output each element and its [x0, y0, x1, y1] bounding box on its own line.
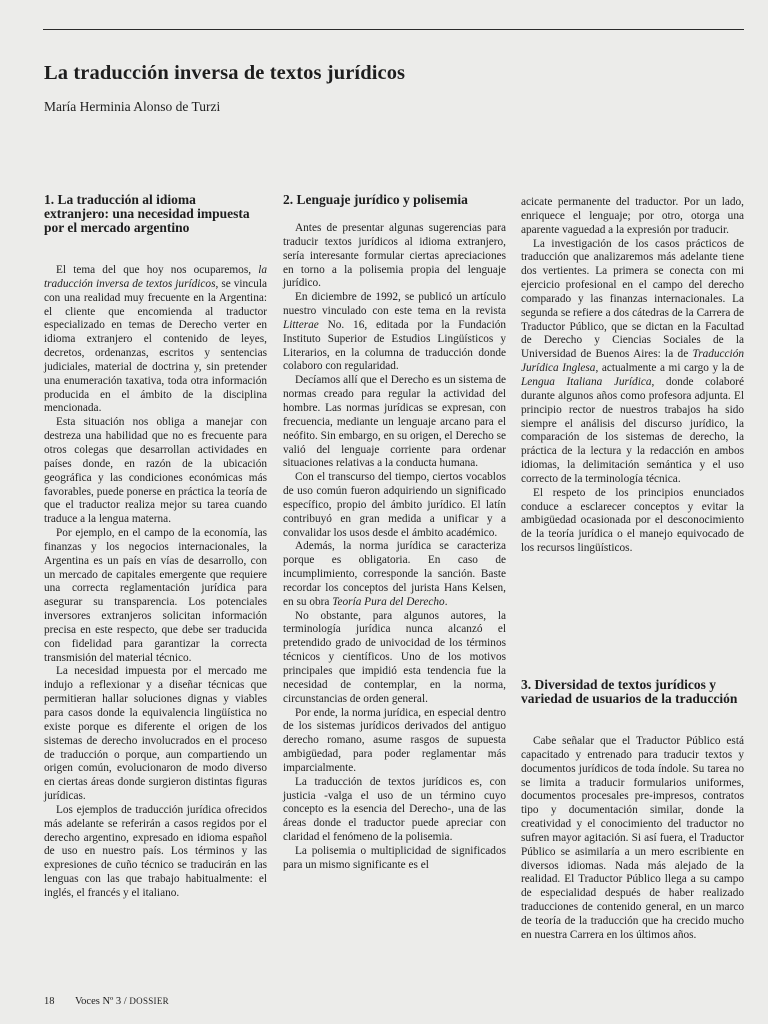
paragraph: Cabe señalar que el Traductor Público está capacitado y entrenado para traducir textos y documentos jurídicos de toda índole. Su tarea no se limita a traducir formularios uniformes, documentos procesales pre-impresos, contratos tipo y documentación similar, donde la creatividad y el conocimiento del traductor no sufren mayor agitación. Si así fuera, el Traductor Público se asimilaría a un mero escribiente en diversos idiomas. Nada más alejado de la realidad. El Traductor Público llega a su campo de especialidad después de haber realizado traducciones de contenido general, en un marco de teoría de la traducción que ha crecido mucho en nuestra Carrera en los últimos años. — [521, 735, 744, 941]
paragraph: La polisemia o multiplicidad de significados para un mismo significante es el — [283, 844, 506, 871]
article-title: La traducción inversa de textos jurídicos — [44, 62, 406, 84]
section-name: DOSSIER — [129, 996, 169, 1006]
paragraph: Por ejemplo, en el campo de la economía, las finanzas y los negocios internacionales, la Argentina es un país en vías de desarrollo, con un mercado de capitales emergente que requiere una correcta reglamentación jurídica para asegurar su transparencia. Los potenciales inversores extranjeros solicitan información precisa en este respecto, que debe ser traducida con fidelidad para garantizar la correcta transmisión del material técnico. — [44, 527, 267, 664]
paragraph: Además, la norma jurídica se caracteriza porque es obligatoria. En caso de incumplimiento, corresponde la sanción. Baste recordar los conceptos del jurista Hans Kelsen, en su obra Teoría Pura del Derecho. — [283, 540, 506, 608]
section-1-body — [44, 264, 267, 901]
page-number: 18 — [44, 996, 55, 1007]
paragraph: La traducción de textos jurídicos es, con justicia -valga el uso de un término cuyo concepto es la esencia del Derecho-, una de las áreas donde el traductor puede apreciar con claridad el fenómeno de la polisemia. — [283, 775, 506, 844]
journal-name: Voces Nº 3 / — [74, 996, 127, 1007]
paragraph: El respeto de los principios enunciados conduce a esclarecer conceptos y evitar la ambigüedad ocasionada por el desconocimiento de la teoría jurídica o el manejo equivocado de los recursos lingüísticos. — [521, 486, 744, 555]
paragraph: El tema del que hoy nos ocuparemos, la traducción inversa de textos jurídicos, se vincula con una realidad muy frecuente en la Argentina: el cliente que encomienda al traductor especializado en temas de Derecho verter en idioma extranjero el contenido de leyes, decretos, ordenanzas, escritos y sentencias judiciales, material de doctrina y, sin pretender una enumeración taxativa, toda otra información producida en el ámbito de la disciplina mencionada. — [44, 264, 267, 415]
paragraph: Por ende, la norma jurídica, en especial dentro de los sistemas jurídicos derivados del antiguo derecho romano, asume rasgos de supuesta ambigüedad, para poder reglamentar más imparcialmente. — [283, 706, 506, 774]
article-author: María Herminia Alonso de Turzi — [44, 99, 221, 114]
section-3-heading: 3. Diversidad de textos jurídicos y variedad de usuarios de la traducción — [521, 677, 738, 706]
section-2-heading: 2. Lenguaje jurídico y polisemia — [283, 192, 468, 207]
section-2-body — [283, 222, 506, 873]
paragraph: La investigación de los casos prácticos de traducción que analizaremos más adelante tiene dos vertientes. La primera se conecta con mi ejercicio profesional en el campo del derecho comparado y las finanzas internacionales. La segunda se refiere a dos cátedras de la Carrera de Traductor Público, que se dictan en la Facultad de Derecho y Ciencias Sociales de la Universidad de Buenos Aires: la de Traducción Jurídica Inglesa, actualmente a mi cargo y la de Lengua Italiana Jurídica, donde colaboré durante algunos años como profesora adjunta. El principio rector de nuestros trabajos ha sido siempre el análisis del discurso jurídico, la comparación de los sistemas de derecho, la práctica de la lectura y la redacción en ambos idiomas, la delimitación semántica y el uso correcto de la terminología técnica. — [521, 237, 745, 485]
paragraph: Con el transcurso del tiempo, ciertos vocablos de uso común fueron adquiriendo un significado específico, propio del ámbito jurídico. El latín contribuyó en gran medida a unificar y a convalidar los usos desde el ámbito académico. — [283, 471, 506, 539]
top-rule — [43, 29, 744, 30]
paragraph: Decíamos allí que el Derecho es un sistema de normas creado para regular la actividad del hombre. Las normas jurídicas se expresan, con frecuencia, mediante un lenguaje arcano para el neófito. Sin embargo, en su origen, el Derecho se valió del lenguaje corriente para ordenar situaciones relativas a la conducta humana. — [283, 374, 506, 470]
paragraph: Los ejemplos de traducción jurídica ofrecidos más adelante se referirán a casos regidos por el derecho argentino, expresado en idioma español de uso en nuestro país. Los términos y las expresiones de cuño técnico se traducirán en las lenguas con las que trabajo habitualmente: el inglés, el francés y el italiano. — [44, 803, 267, 899]
paragraph: En diciembre de 1992, se publicó un artículo nuestro vinculado con este tema en la revista Litterae No. 16, editada por la Fundación Instituto Superior de Estudios Lingüísticos y Literarios, en la columna de traducción donde colaboro con regularidad. — [283, 291, 506, 373]
section-1-heading: 1. La traducción al idioma extranjero: una necesidad impuesta por el mercado argentino — [44, 192, 250, 235]
paragraph: Esta situación nos obliga a manejar con destreza una habilidad que no es frecuente para otros colegas que desarrollan actividades en países donde, en razón de la ubicación geográfica y las condiciones económicas más favorables, puede ponerse en práctica la teoría de que el traductor realiza mejor su tarea cuando traduce a la lengua materna. — [44, 416, 267, 526]
page-footer — [44, 996, 169, 1007]
section-3-body — [521, 735, 744, 943]
section-2-continuation — [521, 196, 744, 556]
paragraph: No obstante, para algunos autores, la terminología jurídica nunca alcanzó el pretendido grado de univocidad de los términos técnicos y científicos. Uno de los motivos principales que impidió esta tendencia fue la necesidad de contemplar, en la norma, circunstancias de orden general. — [283, 609, 506, 705]
paragraph: acicate permanente del traductor. Por un lado, enriquece el lenguaje; por otro, otorga una aparente vaguedad a la expresión por traducir. — [521, 196, 744, 236]
paragraph: La necesidad impuesta por el mercado me indujo a reflexionar y a diseñar técnicas que permitieran hallar soluciones dignas y viables para casos donde la equivalencia lingüística no existe porque es diferente el origen de los sistemas de derecho involucrados en el proceso de traducción o porque, aun compartiendo un origen común, evolucionaron de modo diverso en ciertas áreas donde surgieron distintas figuras jurídicas. — [44, 665, 267, 803]
paragraph: Antes de presentar algunas sugerencias para traducir textos jurídicos al idioma extranjero, sería interesante formular ciertas apreciaciones en torno a la polisemia propia del lenguaje jurídico. — [283, 222, 506, 290]
